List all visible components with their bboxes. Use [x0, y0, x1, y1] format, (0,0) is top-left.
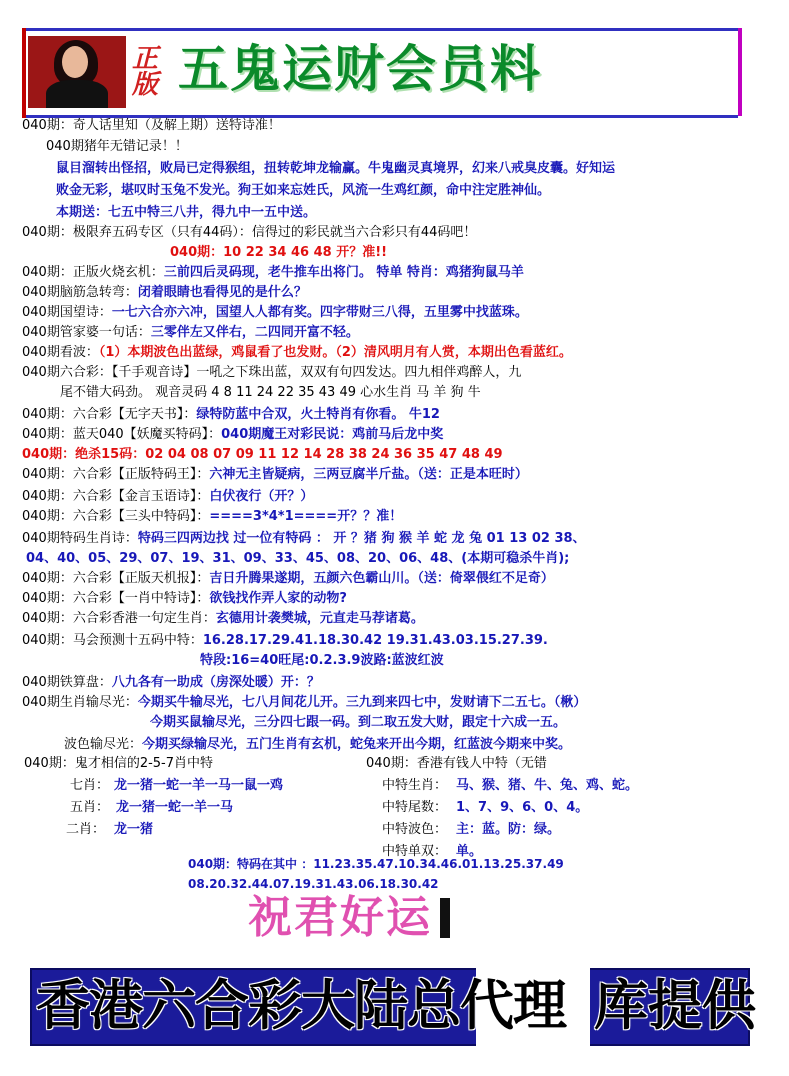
page-title: 五鬼运财会员料 — [178, 40, 542, 98]
line-segment: 040期魔王对彩民说：鸡前马后龙中奖 — [221, 427, 444, 442]
content-line — [22, 693, 586, 713]
row-value: 马、猴、猪、牛、兔、鸡、蛇。 — [456, 778, 639, 793]
line-segment: 今期买绿输尽光，五门生肖有玄机，蛇兔来开出今期，红蓝波今期来中奖。 — [142, 737, 572, 752]
line-segment: 绿特防蓝中合双，火土特肖有你看。 牛12 — [196, 407, 440, 422]
row-value: 1、7、9、6、0、4。 — [456, 800, 589, 815]
line-segment: 波色输尽光： — [64, 737, 143, 752]
line-segment: 特段:16=40旺尾:0.2.3.9波路:蓝波红波 — [200, 653, 444, 668]
content-line — [170, 243, 387, 263]
line-segment: 040期管家婆一句话： — [22, 325, 151, 340]
line-segment: 特码三四两边找 过一位有特码 ： 开 ？猪 狗 猴 羊 蛇 龙 兔 01 13 02 38、 — [137, 531, 586, 546]
bottom-numbers-line2: 08.20.32.44.07.19.31.43.06.18.30.42 — [188, 877, 439, 891]
line-segment: 白伏夜行（开？） — [209, 489, 314, 504]
content-line — [22, 445, 503, 465]
content-line — [22, 263, 524, 283]
line-segment: 040期：蓝天040【妖魔买特码】： — [22, 427, 222, 442]
line-segment: 040期六合彩：【千手观音诗】一吼之下珠出蓝，双双有句四发达。四九相伴鸡醉人，九 — [22, 365, 522, 380]
content-line — [22, 589, 347, 609]
content-line — [22, 223, 476, 243]
line-segment: 040期：六合彩【正版特码王】： — [22, 467, 210, 482]
line-segment: 04、40、05、29、07、19、31、09、33、45、08、20、06、48、(本期可稳杀牛肖); — [26, 551, 570, 566]
line-segment: 吉日升腾果遂期，五颜六色霸山川。（送：倚翠偎红不足奇） — [209, 571, 554, 586]
line-segment: 玄德用计袭樊城，元直走马荐诸葛。 — [215, 611, 424, 626]
line-segment: ====3*4*1====开？？准！ — [209, 509, 403, 524]
row-label: 七肖： — [70, 778, 110, 793]
content-line — [150, 713, 566, 733]
genuine-badge: 正版 — [132, 44, 159, 100]
content-line — [22, 631, 548, 651]
content-line — [64, 735, 571, 755]
content-line — [22, 507, 402, 527]
content-line — [22, 303, 528, 323]
line-segment: 040期国望诗： — [22, 305, 112, 320]
line-segment: 16.28.17.29.41.18.30.42 19.31.43.03.15.27.39. — [202, 633, 548, 648]
line-segment: 败金无彩，堪叹时玉兔不发光。狗王如来忘姓氏，风流一生鸡红颜，命中注定胜神仙。 — [56, 183, 551, 198]
good-luck-text: 祝君好运 — [248, 892, 432, 943]
content-line — [22, 343, 572, 363]
line-segment: 040期：绝杀15码：02 04 08 07 09 11 12 14 28 38 24 36 35 47 48 49 — [22, 447, 503, 462]
banner-left-text: 香港六合彩大陆总代理 — [36, 973, 566, 1037]
line-segment: 本期送：七五中特三八井，得九中一五中送。 — [56, 205, 317, 220]
row-value: 单。 — [456, 844, 483, 859]
line-segment: 今期买牛输尽光，七八月间花儿开。三九到来四七中，发财请下二五七。（楸） — [137, 695, 587, 710]
line-segment: 040期：极限弃五码专区（只有44码）：信得过的彩民就当六合彩只有44码吧！ — [22, 225, 477, 240]
line-segment: 040期：六合彩香港一句定生肖： — [22, 611, 216, 626]
line-segment: （1）本期波色出蓝绿，鸡鼠看了也发财。（2）清风明月有人赏，本期出色看蓝红。 — [98, 345, 572, 360]
line-segment: 三前四后灵码现，老牛推车出将门。 特单 特肖：鸡猪狗鼠马羊 — [163, 265, 524, 280]
content-line — [22, 487, 313, 507]
line-segment: 040期：六合彩【金言玉语诗】： — [22, 489, 210, 504]
line-segment: 040期特码生肖诗： — [22, 531, 138, 546]
content-line — [22, 405, 440, 425]
content-line — [56, 181, 550, 201]
content-line — [22, 465, 528, 485]
content-line — [200, 651, 444, 671]
content-line — [60, 383, 481, 403]
line-segment: 六神无主皆疑病，三两豆腐半斤盐。（送：正是本旺时） — [209, 467, 528, 482]
line-segment: 040期：六合彩【正版天机报】： — [22, 571, 210, 586]
bottom-numbers-line1: 040期：特码在其中 ：11.23.35.47.10.34.46.01.13.25.37.49 — [188, 857, 564, 871]
left-block-head: 040期：鬼才相信的2-5-7肖中特 — [24, 756, 214, 771]
line-segment: 040期：马会预测十五码中特： — [22, 633, 203, 648]
row-label: 中特波色： — [382, 822, 448, 837]
header-left-bar — [22, 28, 26, 118]
content-line — [22, 323, 359, 343]
line-segment: 040期：六合彩【三头中特码】： — [22, 509, 210, 524]
content-line — [22, 116, 281, 136]
line-segment: 三零伴左又伴右，二四同开富不轻。 — [150, 325, 359, 340]
line-segment: 040期脑筋急转弯： — [22, 285, 138, 300]
row-value: 龙一猪一蛇一羊一马一鼠一鸡 — [114, 778, 284, 793]
header-right-bar — [738, 28, 742, 116]
line-segment: 八九各有一助成（房深处暖）开：？ — [111, 675, 320, 690]
row-label: 中特单双： — [382, 844, 448, 859]
row-label: 五肖： — [70, 800, 110, 815]
line-segment: 040期生肖输尽光： — [22, 695, 138, 710]
content-line — [22, 425, 443, 445]
line-segment: 今期买鼠输尽光，三分四七跟一码。到二取五发大财，跟定十六成一五。 — [150, 715, 567, 730]
line-segment: 040期：奇人话里知（及解上期）送特诗准！ — [22, 118, 281, 133]
content-line — [22, 363, 521, 383]
line-segment: 040期：正版火烧玄机： — [22, 265, 164, 280]
content-line — [26, 549, 569, 569]
row-value: 龙一猪一蛇一羊一马 — [116, 800, 234, 815]
row-label: 二肖： — [66, 822, 106, 837]
row-label: 中特尾数： — [382, 800, 448, 815]
content-line — [22, 569, 554, 589]
line-segment: 040期看波： — [22, 345, 99, 360]
row-label: 中特生肖： — [382, 778, 448, 793]
content-line — [22, 529, 586, 549]
content-line — [56, 159, 615, 179]
portrait-photo — [28, 36, 126, 108]
content-line — [22, 609, 424, 629]
content-line — [22, 283, 307, 303]
row-value: 龙一猪 — [114, 822, 154, 837]
line-segment: 尾不错大码劲。 观音灵码 4 8 11 24 22 35 43 49 心水生肖 马 羊 狗 牛 — [60, 385, 481, 400]
line-segment: 040期：六合彩【一肖中特诗】： — [22, 591, 210, 606]
line-segment: 一七六合亦六冲，国望人人都有奖。四字带财三八得，五里雾中找蓝珠。 — [111, 305, 528, 320]
right-block-head: 040期：香港有钱人中特（无错 — [366, 756, 547, 771]
line-segment: 鼠目溜转出怪招，败局已定得猴组，扭转乾坤龙输赢。牛鬼幽灵真境界，幻来八戒臭皮囊。好知运 — [56, 161, 616, 176]
line-segment: 040期：六合彩【无字天书】： — [22, 407, 197, 422]
line-segment: 040期猪年无错记录！！ — [46, 139, 188, 154]
row-value: 主：蓝。防：绿。 — [456, 822, 561, 837]
exclamation-mark-icon — [440, 898, 450, 938]
line-segment: 欲钱找作弄人家的动物? — [209, 591, 347, 606]
content-line — [22, 673, 320, 693]
line-segment: 040期铁算盘： — [22, 675, 112, 690]
content-line — [56, 203, 316, 223]
banner-right-text: 库提供 — [594, 973, 756, 1037]
line-segment: 闭着眼睛也看得见的是什么？ — [137, 285, 307, 300]
content-line — [46, 137, 188, 157]
line-segment: 040期：10 22 34 46 48 开？准!! — [170, 245, 388, 260]
